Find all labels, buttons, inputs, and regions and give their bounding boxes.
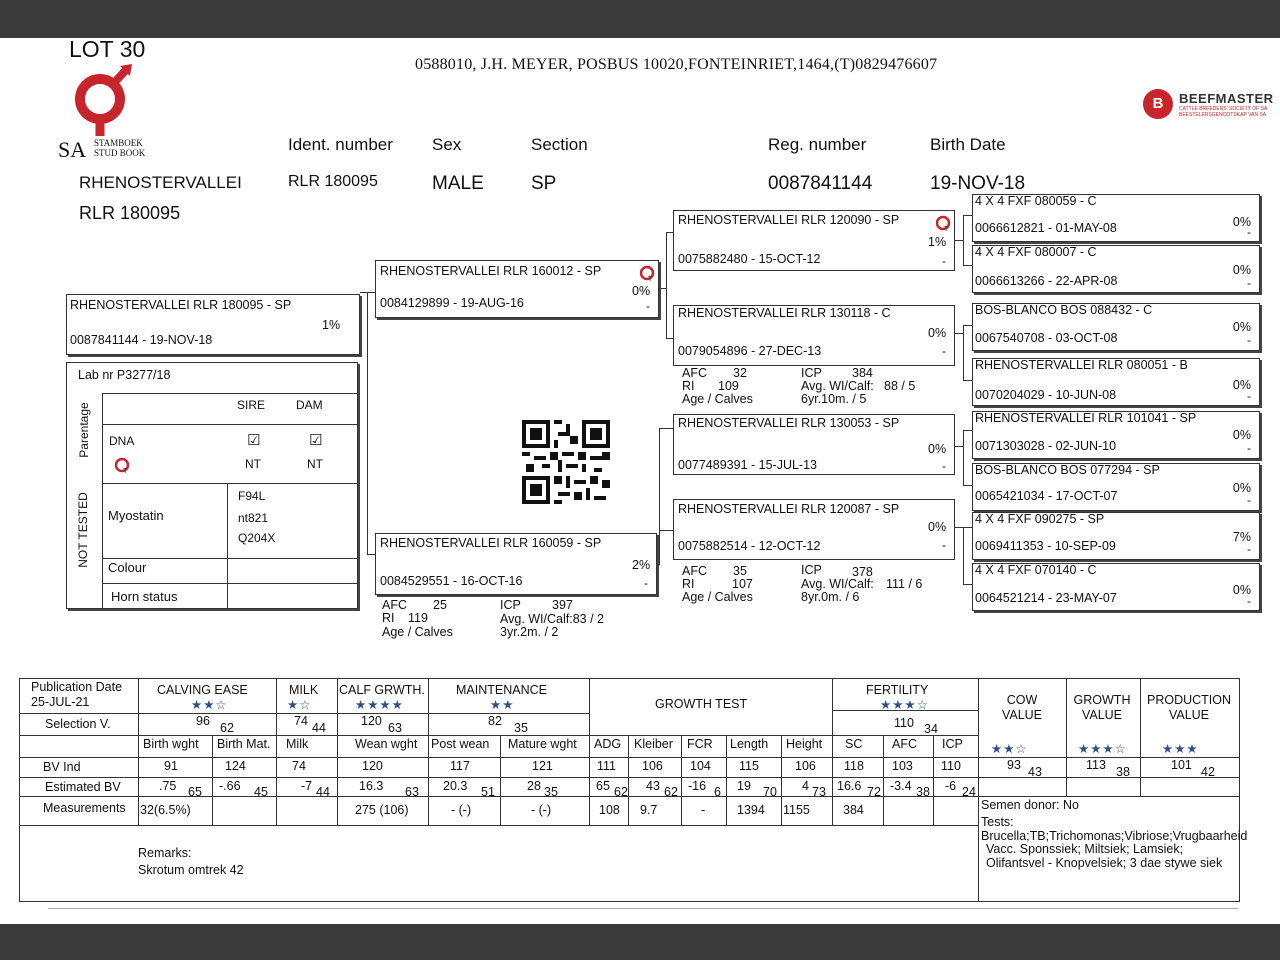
gp-3-reg: 0077489391 - 15-JUL-13 — [678, 458, 817, 472]
gp-2-wi-label: Avg. WI/Calf: — [801, 379, 874, 393]
gp-4-name: RHENOSTERVALLEI RLR 120087 - SP — [678, 502, 900, 516]
col-kleiber: Kleiber — [634, 737, 673, 751]
beefmaster-logo — [1143, 89, 1274, 121]
col-mature-wght: Mature wght — [508, 737, 577, 751]
maintenance-header: MAINTENANCE — [456, 683, 547, 697]
bv-post-wean: 117 — [450, 759, 470, 773]
beefmaster-b-icon: B — [1143, 89, 1173, 119]
svg-text:T: T — [648, 276, 653, 283]
sa-logo-stamboek: STAMBOEK — [94, 138, 143, 148]
tests-label: Tests: — [981, 815, 1014, 829]
ebv-sc: 16.6 — [837, 779, 862, 793]
remarks-text: Skrotum omtrek 42 — [138, 863, 244, 877]
calf-growth-stars: ★★★★ — [355, 698, 404, 712]
ebv-height-acc: 73 — [812, 785, 826, 799]
bv-cow-value: 93 — [1007, 758, 1021, 772]
bv-length: 115 — [739, 759, 759, 773]
ebv-milk: -7 — [301, 779, 313, 793]
ggp-box-5 — [972, 411, 1260, 459]
dam-dna-check-icon: ☑ — [309, 432, 323, 449]
reg-value: 0087841144 — [768, 173, 873, 194]
ggp-box-4 — [972, 358, 1260, 406]
parentage-label: Parentage — [77, 402, 91, 458]
ggp-box-6 — [972, 463, 1260, 511]
meas-height: 1155 — [783, 803, 810, 817]
dam-afc-label: AFC — [382, 598, 407, 612]
ebv-kleiber: 43 — [646, 779, 660, 793]
lab-number: Lab nr P3277/18 — [78, 368, 171, 382]
calving-ease-stars: ★★☆ — [191, 698, 228, 712]
production-value-header: PRODUCTION VALUE — [1146, 693, 1232, 722]
ggp-8-name: 4 X 4 FXF 070140 - C — [975, 563, 1097, 577]
gp-3-pct: 0% — [928, 442, 947, 456]
myostatin-nt821: nt821 — [238, 511, 269, 525]
bv-growth-value-acc: 38 — [1116, 765, 1130, 779]
sa-logo-subtext — [94, 138, 145, 158]
ggp-6-pct: 0% — [1232, 481, 1251, 495]
bv-milk: 74 — [292, 759, 306, 773]
ebv-wean-wght-acc: 63 — [405, 785, 419, 799]
cow-value-stars: ★★☆ — [991, 742, 1028, 756]
meas-post-wean: - (-) — [451, 803, 472, 817]
tests-line-3: Olifantsvel - Knopvelsiek; 3 dae stywe siek — [986, 856, 1223, 870]
fertility-header: FERTILITY — [866, 683, 929, 697]
ggp-3-dash: - — [1247, 333, 1251, 347]
ggp-5-reg: 0071303028 - 02-JUN-10 — [975, 439, 1117, 453]
gp-4-wi-label: Avg. WI/Calf: — [801, 577, 874, 591]
sel-fert: 110 — [894, 716, 914, 730]
measurements-label: Measurements — [43, 801, 126, 815]
tests-line-1: Brucella;TB;Trichomonas;Vibriose;Vrugbaarheid — [981, 829, 1248, 843]
gp-1-name: RHENOSTERVALLEI RLR 120090 - SP — [678, 213, 900, 227]
sel-fert-acc: 34 — [924, 722, 938, 736]
gp-1-pct: 1% — [928, 235, 947, 249]
gp-2-icp: 384 — [852, 366, 873, 380]
bv-growth-value: 113 — [1086, 758, 1106, 772]
dna-label: DNA — [109, 434, 135, 448]
gp-4-age: 8yr.0m. / 6 — [801, 590, 860, 604]
col-adg: ADG — [594, 737, 622, 751]
ebv-afc-acc: 38 — [916, 785, 930, 799]
gp-2-wi: 88 / 5 — [884, 379, 916, 393]
meas-wean-wght: 275 (106) — [355, 803, 409, 817]
dam-col-label: DAM — [296, 398, 323, 412]
ggp-7-pct: 7% — [1232, 530, 1251, 544]
ebv-icp-acc: 24 — [962, 785, 976, 799]
sa-logo-studbook: STUD BOOK — [94, 148, 146, 158]
dam-age: 3yr.2m. / 2 — [500, 625, 559, 639]
col-icp: ICP — [942, 737, 963, 751]
beefmaster-subtext: CATTLE BREEDERS' SOCIETY OF SA BEESTELERSGENOOTSKAP VAN SA — [1179, 106, 1268, 118]
gp-3-name: RHENOSTERVALLEI RLR 130053 - SP — [678, 416, 900, 430]
birth-label: Birth Date — [930, 135, 1006, 154]
calf-growth-header: CALF GRWTH. — [339, 683, 425, 697]
section-value: SP — [531, 173, 557, 194]
ggp-1-dash: - — [1247, 225, 1251, 239]
gt-logo-icon — [936, 215, 952, 233]
ggp-6-name: BOS-BLANCO BOS 077294 - SP — [975, 463, 1160, 477]
gp-2-afc-label: AFC — [682, 366, 707, 380]
bv-kleiber: 106 — [642, 759, 663, 773]
ebv-post-wean: 20.3 — [443, 779, 468, 793]
ggp-1-pct: 0% — [1232, 215, 1251, 229]
semen-donor: Semen donor: No — [981, 798, 1079, 812]
sire-reg: 0084129899 - 19-AUG-16 — [380, 296, 524, 310]
dam-ri-label: RI — [382, 611, 395, 625]
myostatin-label: Myostatin — [108, 508, 164, 523]
gp-3-dash: - — [942, 459, 946, 473]
ebv-post-wean-acc: 51 — [481, 785, 495, 799]
ebv-fcr-acc: 6 — [714, 785, 721, 799]
sel-milk: 74 — [294, 714, 308, 728]
ggp-5-dash: - — [1247, 441, 1251, 455]
ggp-2-dash: - — [1247, 276, 1251, 290]
sex-label: Sex — [432, 135, 462, 154]
sel-maint-acc: 35 — [514, 721, 528, 735]
ggp-8-reg: 0064521214 - 23-MAY-07 — [975, 591, 1117, 605]
bv-birth-mat: 124 — [225, 759, 246, 773]
ggp-5-name: RHENOSTERVALLEI RLR 101041 - SP — [975, 411, 1197, 425]
ebv-birth-mat-acc: 45 — [254, 785, 268, 799]
gt-logo-icon — [640, 265, 656, 283]
not-tested-label: NOT TESTED — [76, 492, 90, 568]
ggp-4-name: RHENOSTERVALLEI RLR 080051 - B — [975, 358, 1188, 372]
dam-ri: 119 — [408, 611, 428, 625]
gp-box-2 — [673, 305, 955, 366]
gp-box-3 — [673, 414, 955, 475]
gp-4-reg: 0075882514 - 12-OCT-12 — [678, 539, 821, 553]
gp-4-wi: 111 / 6 — [886, 577, 923, 591]
milk-header: MILK — [289, 683, 319, 697]
dam-wi: Avg. WI/Calf:83 / 2 — [500, 612, 604, 626]
bv-icp: 110 — [941, 759, 961, 773]
ggp-5-pct: 0% — [1232, 428, 1251, 442]
sire-dash: - — [646, 299, 650, 313]
gp-2-age: 6yr.10m. / 5 — [801, 392, 867, 406]
col-fcr: FCR — [687, 737, 713, 751]
studbook-emblem-icon — [58, 64, 158, 139]
ebv-kleiber-acc: 62 — [664, 785, 678, 799]
production-value-stars: ★★★ — [1162, 742, 1199, 756]
calving-ease-header: CALVING EASE — [157, 683, 248, 697]
gp-4-ri: 107 — [732, 577, 753, 591]
horn-status-label: Horn status — [111, 589, 178, 604]
ebv-sc-acc: 72 — [867, 785, 881, 799]
myostatin-q204x: Q204X — [238, 531, 276, 545]
ebv-height: 4 — [802, 779, 809, 793]
bottom-bar — [0, 924, 1280, 960]
gp-2-age-label: Age / Calves — [682, 392, 753, 406]
sel-milk-acc: 44 — [312, 721, 326, 735]
ggp-3-reg: 0067540708 - 03-OCT-08 — [975, 331, 1118, 345]
ident-value: RLR 180095 — [288, 173, 378, 190]
maintenance-stars: ★★ — [490, 698, 515, 712]
ebv-birth-wght-acc: 65 — [188, 785, 202, 799]
animal-box-name: RHENOSTERVALLEI RLR 180095 - SP — [70, 298, 292, 312]
gp-4-dash: - — [942, 538, 946, 552]
myostatin-f94l: F94L — [238, 489, 266, 503]
gp-4-icp-label: ICP — [801, 563, 822, 577]
ggp-box-8 — [972, 563, 1260, 611]
col-afc: AFC — [892, 737, 917, 751]
sire-dna-nt: NT — [245, 457, 261, 471]
sel-maint: 82 — [488, 714, 502, 728]
ggp-2-reg: 0066613266 - 22-APR-08 — [975, 274, 1118, 288]
gp-4-pct: 0% — [928, 520, 947, 534]
ebv-length-acc: 70 — [763, 785, 777, 799]
ebv-adg-acc: 62 — [614, 785, 628, 799]
gp-2-pct: 0% — [928, 326, 947, 340]
ggp-7-dash: - — [1247, 542, 1251, 556]
ebv-birth-mat: -.66 — [219, 779, 241, 793]
bv-wean-wght: 120 — [362, 759, 383, 773]
bv-afc: 103 — [892, 759, 913, 773]
ggp-1-reg: 0066612821 - 01-MAY-08 — [975, 221, 1117, 235]
gp-box-1 — [673, 210, 955, 271]
ggp-box-7 — [972, 512, 1260, 560]
bv-mature-wght: 121 — [532, 759, 553, 773]
bv-height: 106 — [795, 759, 816, 773]
gp-4-afc: 35 — [733, 564, 747, 578]
bv-ind-label: BV Ind — [43, 760, 81, 774]
dam-dna-nt: NT — [307, 457, 323, 471]
ebv-mature-wght-acc: 35 — [544, 785, 558, 799]
section-label: Section — [531, 135, 588, 154]
dam-icp: 397 — [552, 598, 573, 612]
ggp-3-name: BOS-BLANCO BOS 088432 - C — [975, 303, 1153, 317]
animal-name-line2: RLR 180095 — [79, 203, 181, 223]
remarks-label: Remarks: — [138, 846, 192, 860]
gp-2-dash: - — [942, 344, 946, 358]
sel-calf: 120 — [361, 714, 382, 728]
gp-1-reg: 0075882480 - 15-OCT-12 — [678, 252, 821, 266]
animal-box-reg: 0087841144 - 19-NOV-18 — [70, 333, 213, 347]
sire-name: RHENOSTERVALLEI RLR 160012 - SP — [380, 264, 602, 278]
bv-adg: 111 — [597, 759, 617, 773]
sel-calf-acc: 63 — [388, 721, 402, 735]
pub-date-label: Publication Date — [31, 680, 123, 694]
cow-value-header: COW VALUE — [1001, 693, 1043, 722]
gp-2-ri: 109 — [718, 379, 739, 393]
ggp-7-name: 4 X 4 FXF 090275 - SP — [975, 512, 1105, 526]
lot-number: LOT 30 — [69, 36, 146, 62]
pub-date: 25-JUL-21 — [31, 695, 90, 709]
meas-length: 1394 — [737, 803, 765, 817]
bv-cow-value-acc: 43 — [1028, 765, 1042, 779]
gp-2-reg: 0079054896 - 27-DEC-13 — [678, 344, 822, 358]
ebv-fcr: -16 — [688, 779, 707, 793]
gp-4-icp: 378 — [852, 565, 873, 579]
svg-text:T: T — [123, 468, 128, 475]
colour-label: Colour — [108, 560, 147, 575]
dam-afc: 25 — [433, 598, 447, 612]
ggp-3-pct: 0% — [1232, 320, 1251, 334]
meas-birth-wght: 32(6.5%) — [140, 803, 191, 817]
animal-box — [66, 294, 360, 355]
growth-value-header: GROWTH VALUE — [1073, 693, 1131, 722]
milk-stars: ★☆ — [287, 698, 312, 712]
meas-mature-wght: - (-) — [531, 803, 552, 817]
sex-value: MALE — [432, 173, 484, 194]
svg-text:T: T — [944, 226, 949, 233]
col-length: Length — [730, 737, 769, 751]
ggp-1-name: 4 X 4 FXF 080059 - C — [975, 194, 1097, 208]
gp-2-icp-label: ICP — [801, 366, 822, 380]
ggp-4-dash: - — [1247, 389, 1251, 403]
top-bar — [0, 0, 1280, 38]
sel-calving: 96 — [196, 714, 210, 728]
ebv-afc: -3.4 — [890, 779, 912, 793]
ebv-mature-wght: 28 — [527, 779, 541, 793]
meas-sc: 384 — [843, 803, 864, 817]
ggp-6-dash: - — [1247, 493, 1251, 507]
ebv-label: Estimated BV — [45, 780, 121, 794]
qr-code-icon — [522, 420, 610, 504]
sa-logo-text: SA — [58, 137, 87, 162]
ggp-8-dash: - — [1247, 594, 1251, 608]
ggp-7-reg: 0069411353 - 10-SEP-09 — [975, 539, 1116, 553]
ebv-milk-acc: 44 — [316, 785, 330, 799]
gp-box-4 — [673, 499, 955, 560]
birth-value: 19-NOV-18 — [930, 173, 1026, 194]
ebv-adg: 65 — [596, 779, 610, 793]
footer-divider — [48, 908, 1238, 909]
gp-4-age-label: Age / Calves — [682, 590, 753, 604]
bv-birth-wght: 91 — [164, 759, 178, 773]
gp-2-afc: 32 — [733, 366, 747, 380]
animal-box-pct: 1% — [322, 318, 341, 332]
sel-calving-acc: 62 — [220, 721, 234, 735]
col-post-wean: Post wean — [431, 737, 490, 751]
meas-kleiber: 9.7 — [640, 803, 658, 817]
gt-logo-icon — [115, 457, 131, 475]
fertility-stars: ★★★☆ — [880, 698, 929, 712]
ggp-4-reg: 0070204029 - 10-JUN-08 — [975, 388, 1117, 402]
dam-age-label: Age / Calves — [382, 625, 453, 639]
ggp-2-pct: 0% — [1232, 263, 1251, 277]
dam-pct: 2% — [632, 558, 651, 572]
owner-line: 0588010, J.H. MEYER, POSBUS 10020,FONTEINRIET,1464,(T)0829476607 — [415, 56, 938, 73]
meas-fcr: - — [701, 803, 706, 817]
ident-label: Ident. number — [288, 135, 393, 154]
animal-name-line1: RHENOSTERVALLEI — [79, 173, 242, 192]
growth-test-header: GROWTH TEST — [655, 697, 748, 711]
lab-box — [66, 362, 358, 609]
meas-adg: 108 — [599, 803, 620, 817]
tests-line-2: Vacc. Sponssiek; Miltsiek; Lamsiek; — [986, 842, 1184, 856]
ebv-birth-wght: .75 — [159, 779, 177, 793]
col-birth-mat: Birth Mat. — [217, 737, 271, 751]
col-milk: Milk — [286, 737, 309, 751]
selection-label: Selection V. — [45, 717, 111, 731]
ggp-box-2 — [972, 245, 1260, 293]
gp-4-ri-label: RI — [682, 577, 695, 591]
ggp-box-3 — [972, 303, 1260, 351]
col-birth-wght: Birth wght — [143, 737, 199, 751]
ggp-2-name: 4 X 4 FXF 080007 - C — [975, 245, 1097, 259]
ebv-length: 19 — [737, 779, 751, 793]
dam-icp-label: ICP — [500, 598, 521, 612]
dam-dash: - — [644, 576, 648, 590]
gp-1-dash: - — [942, 254, 946, 268]
ebv-icp: -6 — [945, 779, 957, 793]
sire-col-label: SIRE — [237, 398, 266, 412]
bv-fcr: 104 — [690, 759, 711, 773]
growth-value-stars: ★★★☆ — [1078, 742, 1127, 756]
col-sc: SC — [845, 737, 863, 751]
gp-2-ri-label: RI — [682, 379, 695, 393]
reg-label: Reg. number — [768, 135, 867, 154]
sa-studbook-logo — [58, 64, 158, 160]
beefmaster-word: BEEFMASTER — [1179, 91, 1274, 106]
bv-sc: 118 — [844, 759, 864, 773]
dam-box — [375, 533, 657, 595]
ggp-4-pct: 0% — [1232, 378, 1251, 392]
ggp-box-1 — [972, 194, 1260, 242]
sire-pct: 0% — [632, 284, 651, 298]
bv-production-value: 101 — [1171, 758, 1192, 772]
ggp-6-reg: 0065421034 - 17-OCT-07 — [975, 489, 1118, 503]
gp-2-name: RHENOSTERVALLEI RLR 130118 - C — [678, 306, 891, 320]
sire-dna-check-icon: ☑ — [247, 432, 261, 449]
ggp-8-pct: 0% — [1232, 583, 1251, 597]
sire-box — [375, 260, 659, 318]
ebv-wean-wght: 16.3 — [359, 779, 384, 793]
gp-4-afc-label: AFC — [682, 564, 707, 578]
dam-name: RHENOSTERVALLEI RLR 160059 - SP — [380, 536, 602, 550]
col-wean-wght: Wean wght — [355, 737, 418, 751]
bv-production-value-acc: 42 — [1201, 765, 1215, 779]
dam-reg: 0084529551 - 16-OCT-16 — [380, 574, 523, 588]
col-height: Height — [786, 737, 823, 751]
